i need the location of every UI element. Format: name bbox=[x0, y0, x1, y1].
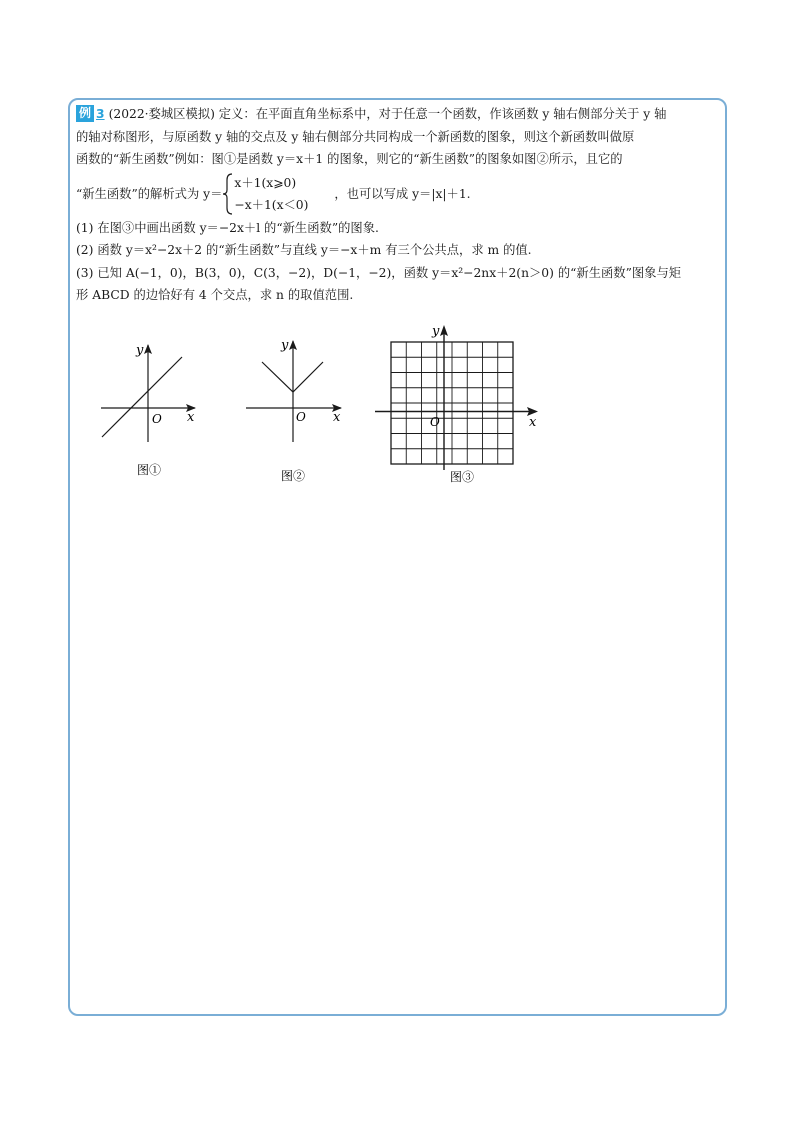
origin-label: O bbox=[296, 410, 306, 424]
problem-source: (2022·婺城区模拟) bbox=[108, 107, 215, 121]
definition-line-1: 定义：在平面直角坐标系中，对于任意一个函数，作该函数 y 轴右侧部分关于 y 轴 bbox=[218, 107, 667, 121]
definition-line-2: 的轴对称图形，与原函数 y 轴的交点及 y 轴右侧部分共同构成一个新函数的图象，则这个新函数叫做原 bbox=[76, 129, 635, 144]
x-axis-label: x bbox=[333, 410, 341, 425]
example-number: 3 bbox=[96, 107, 105, 121]
figure-2 bbox=[246, 338, 342, 483]
y-axis-label: y bbox=[281, 338, 289, 353]
origin-label: O bbox=[430, 415, 440, 429]
piecewise-case-1: x＋1(x⩾0) bbox=[234, 176, 297, 190]
figure-1 bbox=[101, 343, 196, 477]
question-3-line-1: (3) 已知 A(−1，0)，B(3，0)，C(3，−2)，D(−1，−2)，函数 y＝x²−2nx＋2(n＞0) 的“新生函数”图象与矩 bbox=[76, 265, 682, 280]
piecewise-suffix: ，也可以写成 y＝|x|＋1. bbox=[334, 186, 471, 201]
question-3-line-2: 形 ABCD 的边恰好有 4 个交点，求 n 的取值范围. bbox=[76, 288, 354, 302]
origin-label: O bbox=[152, 412, 162, 426]
example-tag: 例 bbox=[76, 105, 94, 122]
question-2: (2) 函数 y＝x²−2x＋2 的“新生函数”与直线 y＝−x＋m 有三个公共点，求 m 的值. bbox=[76, 243, 532, 257]
piecewise-prefix: “新生函数”的解析式为 y＝ bbox=[76, 186, 223, 201]
x-axis-label: x bbox=[187, 410, 195, 425]
figure-3-caption: 图③ bbox=[450, 470, 475, 484]
question-1: (1) 在图③中画出函数 y＝−2x＋l 的“新生函数”的图象. bbox=[76, 220, 379, 235]
line-y-equals-x-plus-1 bbox=[102, 357, 182, 437]
y-axis-label: y bbox=[136, 343, 144, 358]
figure-3 bbox=[375, 324, 538, 484]
definition-line-3: 函数的“新生函数”例如：图①是函数 y＝x＋1 的图象，则它的“新生函数”的图象如图②所示，且它的 bbox=[76, 152, 623, 166]
piecewise-case-2: −x＋1(x＜0) bbox=[234, 198, 309, 212]
x-axis-label: x bbox=[529, 415, 537, 430]
figure-1-caption: 图① bbox=[137, 463, 162, 477]
figure-2-caption: 图② bbox=[281, 469, 306, 483]
grid bbox=[391, 342, 513, 464]
y-axis-label: y bbox=[432, 324, 440, 339]
